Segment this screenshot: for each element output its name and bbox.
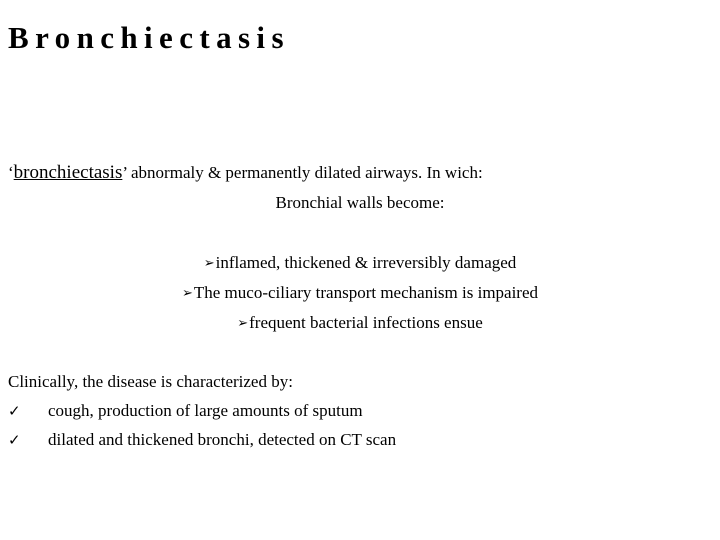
check-item-text: dilated and thickened bronchi, detected on CT scan [48, 430, 397, 449]
subheading: Bronchial walls become: [275, 193, 445, 212]
check-list-item [8, 399, 363, 423]
arrow-list-item [0, 311, 720, 336]
arrow-bullet-icon: ➢ [181, 286, 193, 301]
arrow-item-text: inflamed, thickened & irreversibly damaged [215, 253, 517, 272]
arrow-list-item [0, 251, 720, 276]
check-list-item [8, 428, 396, 452]
definition-line [8, 160, 483, 186]
definition-term: bronchiectasis [13, 162, 123, 183]
checkmark-icon: ✓ [8, 431, 21, 449]
arrow-item-text: The muco-ciliary transport mechanism is impaired [193, 283, 539, 302]
arrow-list-item [0, 281, 720, 306]
check-item-text: cough, production of large amounts of sputum [48, 401, 363, 420]
definition-text: ’ abnormaly & permanently dilated airways. In wich: [122, 163, 483, 182]
slide-title: Bronchiectasis [8, 20, 290, 55]
arrow-bullet-icon: ➢ [237, 316, 249, 331]
clinical-intro: Clinically, the disease is characterized by: [8, 372, 293, 391]
checkmark-icon: ✓ [8, 402, 21, 420]
arrow-bullet-icon: ➢ [203, 256, 215, 271]
open-quote: ‘ [8, 163, 14, 182]
arrow-item-text: frequent bacterial infections ensue [249, 313, 483, 332]
